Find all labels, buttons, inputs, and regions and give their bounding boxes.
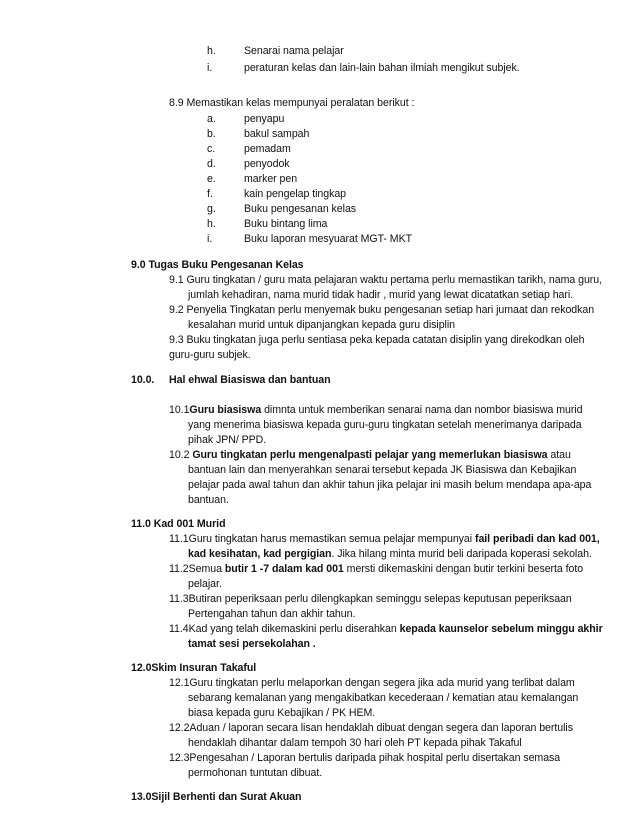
section-13-heading: 13.0Sijil Berhenti dan Surat Akuan [131,791,302,803]
item-number: 12.3 [169,752,190,764]
bold-phrase: Guru tingkatan perlu mengenalpasti pelajar yang memerlukan biasiswa [189,449,548,461]
text-run: Guru tingkatan harus memastikan semua pelajar mempunyai [188,533,475,545]
list-letter: i. [207,62,213,74]
list-item-text: kain pengelap tingkap [244,188,347,200]
bold-phrase: kad kesihatan, kad pergigian [188,548,332,560]
paragraph-line [169,677,575,690]
paragraph-line: bantuan lain dan menyerahkan senarai tersebut kepada JK Biasiswa dan Kebajikan [188,464,577,476]
paragraph-line [188,548,592,561]
list-item-text: bakul sampah [244,128,310,140]
list-letter: b. [207,128,216,140]
paragraph-line: yang menerima biasiswa kepada guru-guru tingkatan setelah menerimanya daripada [188,419,582,431]
paragraph-line: biasa kepada guru Kebajikan / PK HEM. [188,707,376,719]
paragraph-line: jumlah kehadiran, nama murid tidak hadir , murid yang lewat dicatatkan setiap hari. [188,289,574,301]
list-item-text: Buku bintang lima [244,218,328,230]
paragraph-line: kesalahan murid untuk dipanjangkan kepada guru disiplin [188,319,455,331]
paragraph-line: 9.1 Guru tingkatan / guru mata pelajaran waktu pertama perlu memastikan tarikh, nama guru, [169,274,603,286]
item-number: 11.4 [169,623,189,635]
paragraph-line [169,449,571,462]
text-run: . Jika hilang minta murid beli daripada koperasi sekolah. [331,548,592,560]
list-letter: i. [207,233,213,245]
bold-phrase: butir 1 -7 dalam kad 001 [224,563,344,575]
list-letter: f. [207,188,213,200]
list-letter: a. [207,113,216,125]
paragraph-line [169,593,572,606]
item-number: 10.2 [169,449,190,461]
text-run: atau [547,449,571,461]
paragraph-line: permohonan tuntutan dibuat. [188,767,323,779]
text-run: Kad yang telah dikemaskini perlu diserahkan [188,623,400,635]
list-letter: c. [207,143,216,155]
list-item-text: Buku laporan mesyuarat MGT- MKT [244,233,413,245]
item-number: 10.1 [169,404,190,416]
section-10-number: 10.0. [131,374,155,386]
paragraph-line [169,533,600,546]
paragraph-line [169,722,573,735]
paragraph-line [169,404,582,417]
paragraph-line [169,623,603,636]
list-letter: d. [207,158,216,170]
item-number: 11.1 [169,533,189,545]
section-10-heading: Hal ehwal Biasiswa dan bantuan [169,374,331,386]
section-9-heading: 9.0 Tugas Buku Pengesanan Kelas [131,259,304,271]
section-11-heading: 11.0 Kad 001 Murid [131,518,226,530]
paragraph-line: Pertengahan tahun dan akhir tahun. [188,608,356,620]
list-item-text: penyodok [244,158,290,170]
list-item-text: Buku pengesanan kelas [244,203,357,215]
item-number: 11.3 [169,593,189,605]
item-number: 12.1 [169,677,190,689]
bold-phrase: fail peribadi dan kad 001, [474,533,600,545]
paragraph-line: pihak JPN/ PPD. [188,434,267,446]
paragraph-line: 9.3 Buku tingkatan juga perlu sentiasa peka kepada catatan disiplin yang direkodkan oleh [169,334,585,346]
paragraph-line: pelajar pada awal tahun dan akhir tahun jika pelajar ini masih belum mendapa apa-apa [188,479,592,491]
paragraph-line: guru-guru subjek. [169,349,251,361]
paragraph-line: hendaklah dihantar dalam tempoh 30 hari oleh PT kepada pihak Takaful [188,737,522,749]
list-item-text: marker pen [244,173,298,185]
list-letter: h. [207,45,216,57]
text-run: dimnta untuk memberikan senarai nama dan nombor biasiswa murid [261,404,583,416]
list-item-text: penyapu [244,113,285,125]
paragraph-line: 9.2 Penyelia Tingkatan perlu menyemak buku pengesanan setiap hari jumaat dan rekodkan [169,304,595,316]
list-item-text: Senarai nama pelajar [244,45,344,57]
text-run: Guru tingkatan perlu melaporkan dengan segera jika ada murid yang terlibat dalam [189,677,575,689]
bold-phrase: Guru biasiswa [189,404,262,416]
section-12-heading: 12.0Skim Insuran Takaful [131,662,257,674]
section-8-9-heading: 8.9 Memastikan kelas mempunyai peralatan berikut : [169,97,415,109]
paragraph-line [169,752,560,765]
item-number: 11.2 [169,563,189,575]
list-item-text: peraturan kelas dan lain-lain bahan ilmiah mengikut subjek. [244,62,520,74]
paragraph-line [169,563,583,576]
item-number: 12.2 [169,722,190,734]
text-run: Aduan / laporan secara lisan hendaklah dibuat dengan segera dan laporan bertulis [189,722,573,734]
paragraph-line: sebarang kemalanan yang mengakibatkan kecederaan / kematian atau kemalangan [188,692,579,704]
paragraph-line: tamat sesi persekolahan . [188,638,316,650]
list-item-text: pemadam [244,143,291,155]
paragraph-line: pelajar. [188,578,222,590]
text-run: Butiran peperiksaan perlu dilengkapkan seminggu selepas keputusan peperiksaan [188,593,572,605]
text-run: mersti dikemaskini dengan butir terkini beserta foto [343,563,584,575]
text-run: Semua [188,563,225,575]
paragraph-line: bantuan. [188,494,229,506]
list-letter: g. [207,203,216,215]
list-letter: h. [207,218,216,230]
list-letter: e. [207,173,216,185]
text-run: Pengesahan / Laporan bertulis daripada pihak hospital perlu disertakan semasa [189,752,561,764]
bold-phrase: kepada kaunselor sebelum minggu akhir [399,623,603,635]
